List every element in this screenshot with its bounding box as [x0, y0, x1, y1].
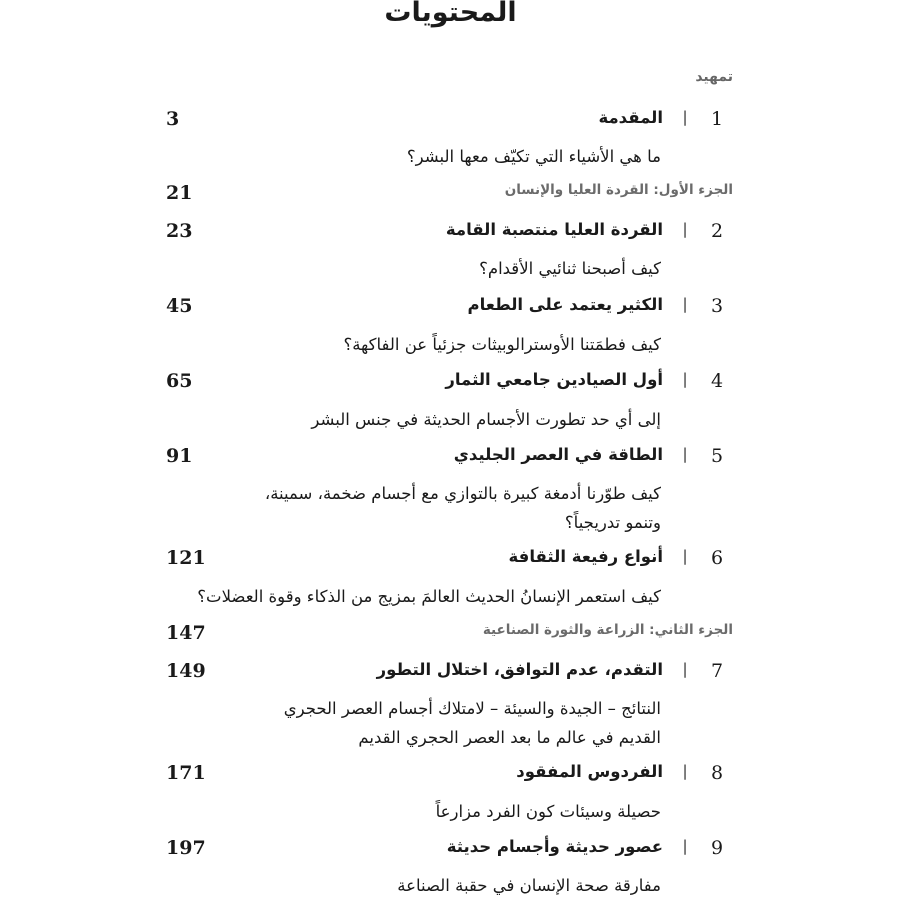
chapter-number: 7 [710, 660, 724, 682]
chapter-number: 1 [710, 108, 724, 130]
chapter-number: 9 [710, 837, 724, 859]
chapter-number: 2 [710, 220, 724, 242]
chapter-subtitle-line-2: القديم في عالم ما بعد العصر الحجري القديم [358, 728, 661, 747]
chapter-number: 8 [710, 762, 724, 784]
chapter-title: أنواع رفيعة الثقافة [508, 547, 663, 566]
chapter-subtitle-line-2: وتنمو تدريجياً؟ [564, 513, 661, 532]
toc-chapter-5[interactable] [0, 445, 901, 475]
page-number: 197 [166, 837, 206, 859]
page-number: 3 [166, 108, 180, 130]
toc-chapter-2[interactable] [0, 220, 901, 250]
page-number: 65 [166, 370, 193, 392]
chapter-number: 3 [710, 295, 724, 317]
chapter-subtitle: إلى أي حد تطورت الأجسام الحديثة في جنس البشر [311, 410, 661, 429]
chapter-title: الطاقة في العصر الجليدي [453, 445, 663, 464]
preface-label: تمهيد [695, 69, 733, 85]
separator: | [682, 220, 688, 238]
chapter-subtitle: كيف فطمَتنا الأوسترالوبيثات جزئياً عن الفاكهة؟ [343, 335, 661, 354]
chapter-title: أول الصيادين جامعي الثمار [445, 370, 663, 389]
chapter-subtitle-line-1: النتائج – الجيدة والسيئة – لامتلاك أجسام العصر الحجري [283, 699, 661, 718]
separator: | [682, 108, 688, 126]
chapter-title: التقدم، عدم التوافق، اختلال التطور [376, 660, 663, 679]
chapter-subtitle: حصيلة وسيئات كون الفرد مزارعاً [435, 802, 661, 821]
toc-part-2[interactable] [0, 622, 901, 652]
toc-chapter-7[interactable] [0, 660, 901, 690]
chapter-number: 5 [710, 445, 724, 467]
separator: | [682, 295, 688, 313]
chapter-title: المقدمة [598, 108, 663, 127]
chapter-title: الكثير يعتمد على الطعام [467, 295, 663, 314]
chapter-subtitle: مفارقة صحة الإنسان في حقبة الصناعة [397, 876, 661, 895]
separator: | [682, 837, 688, 855]
chapter-subtitle: ما هي الأشياء التي تكيّف معها البشر؟ [406, 147, 661, 166]
chapter-title: الفردوس المفقود [516, 762, 663, 781]
separator: | [682, 547, 688, 565]
chapter-title: عصور حديثة وأجسام حديثة [446, 837, 663, 856]
chapter-number: 4 [710, 370, 724, 392]
toc-chapter-9[interactable] [0, 837, 901, 867]
toc-chapter-4[interactable] [0, 370, 901, 400]
chapter-title: القردة العليا منتصبة القامة [445, 220, 663, 239]
page-number: 171 [166, 762, 206, 784]
separator: | [682, 762, 688, 780]
page-number: 21 [166, 182, 193, 204]
page-number: 91 [166, 445, 193, 467]
separator: | [682, 445, 688, 463]
page-number: 45 [166, 295, 193, 317]
chapter-subtitle: كيف استعمر الإنسانُ الحديث العالمَ بمزيج من الذكاء وقوة العضلات؟ [197, 587, 661, 606]
part-title: الجزء الثاني: الزراعة والثورة الصناعية [482, 622, 733, 638]
part-title: الجزء الأول: القردة العليا والإنسان [504, 182, 733, 198]
chapter-number: 6 [710, 547, 724, 569]
page-number: 23 [166, 220, 193, 242]
separator: | [682, 660, 688, 678]
toc-chapter-3[interactable] [0, 295, 901, 325]
page-number: 121 [166, 547, 206, 569]
page-number: 149 [166, 660, 206, 682]
separator: | [682, 370, 688, 388]
chapter-subtitle: كيف أصبحنا ثنائيي الأقدام؟ [479, 259, 661, 278]
page-number: 147 [166, 622, 206, 644]
toc-chapter-8[interactable] [0, 762, 901, 792]
page-title: المحتويات [384, 0, 517, 28]
toc-chapter-6[interactable] [0, 547, 901, 577]
chapter-subtitle-line-1: كيف طوّرنا أدمغة كبيرة بالتوازي مع أجسام ضخمة، سمينة، [264, 484, 661, 503]
toc-chapter-1[interactable] [0, 108, 901, 138]
toc-part-1[interactable] [0, 182, 901, 212]
